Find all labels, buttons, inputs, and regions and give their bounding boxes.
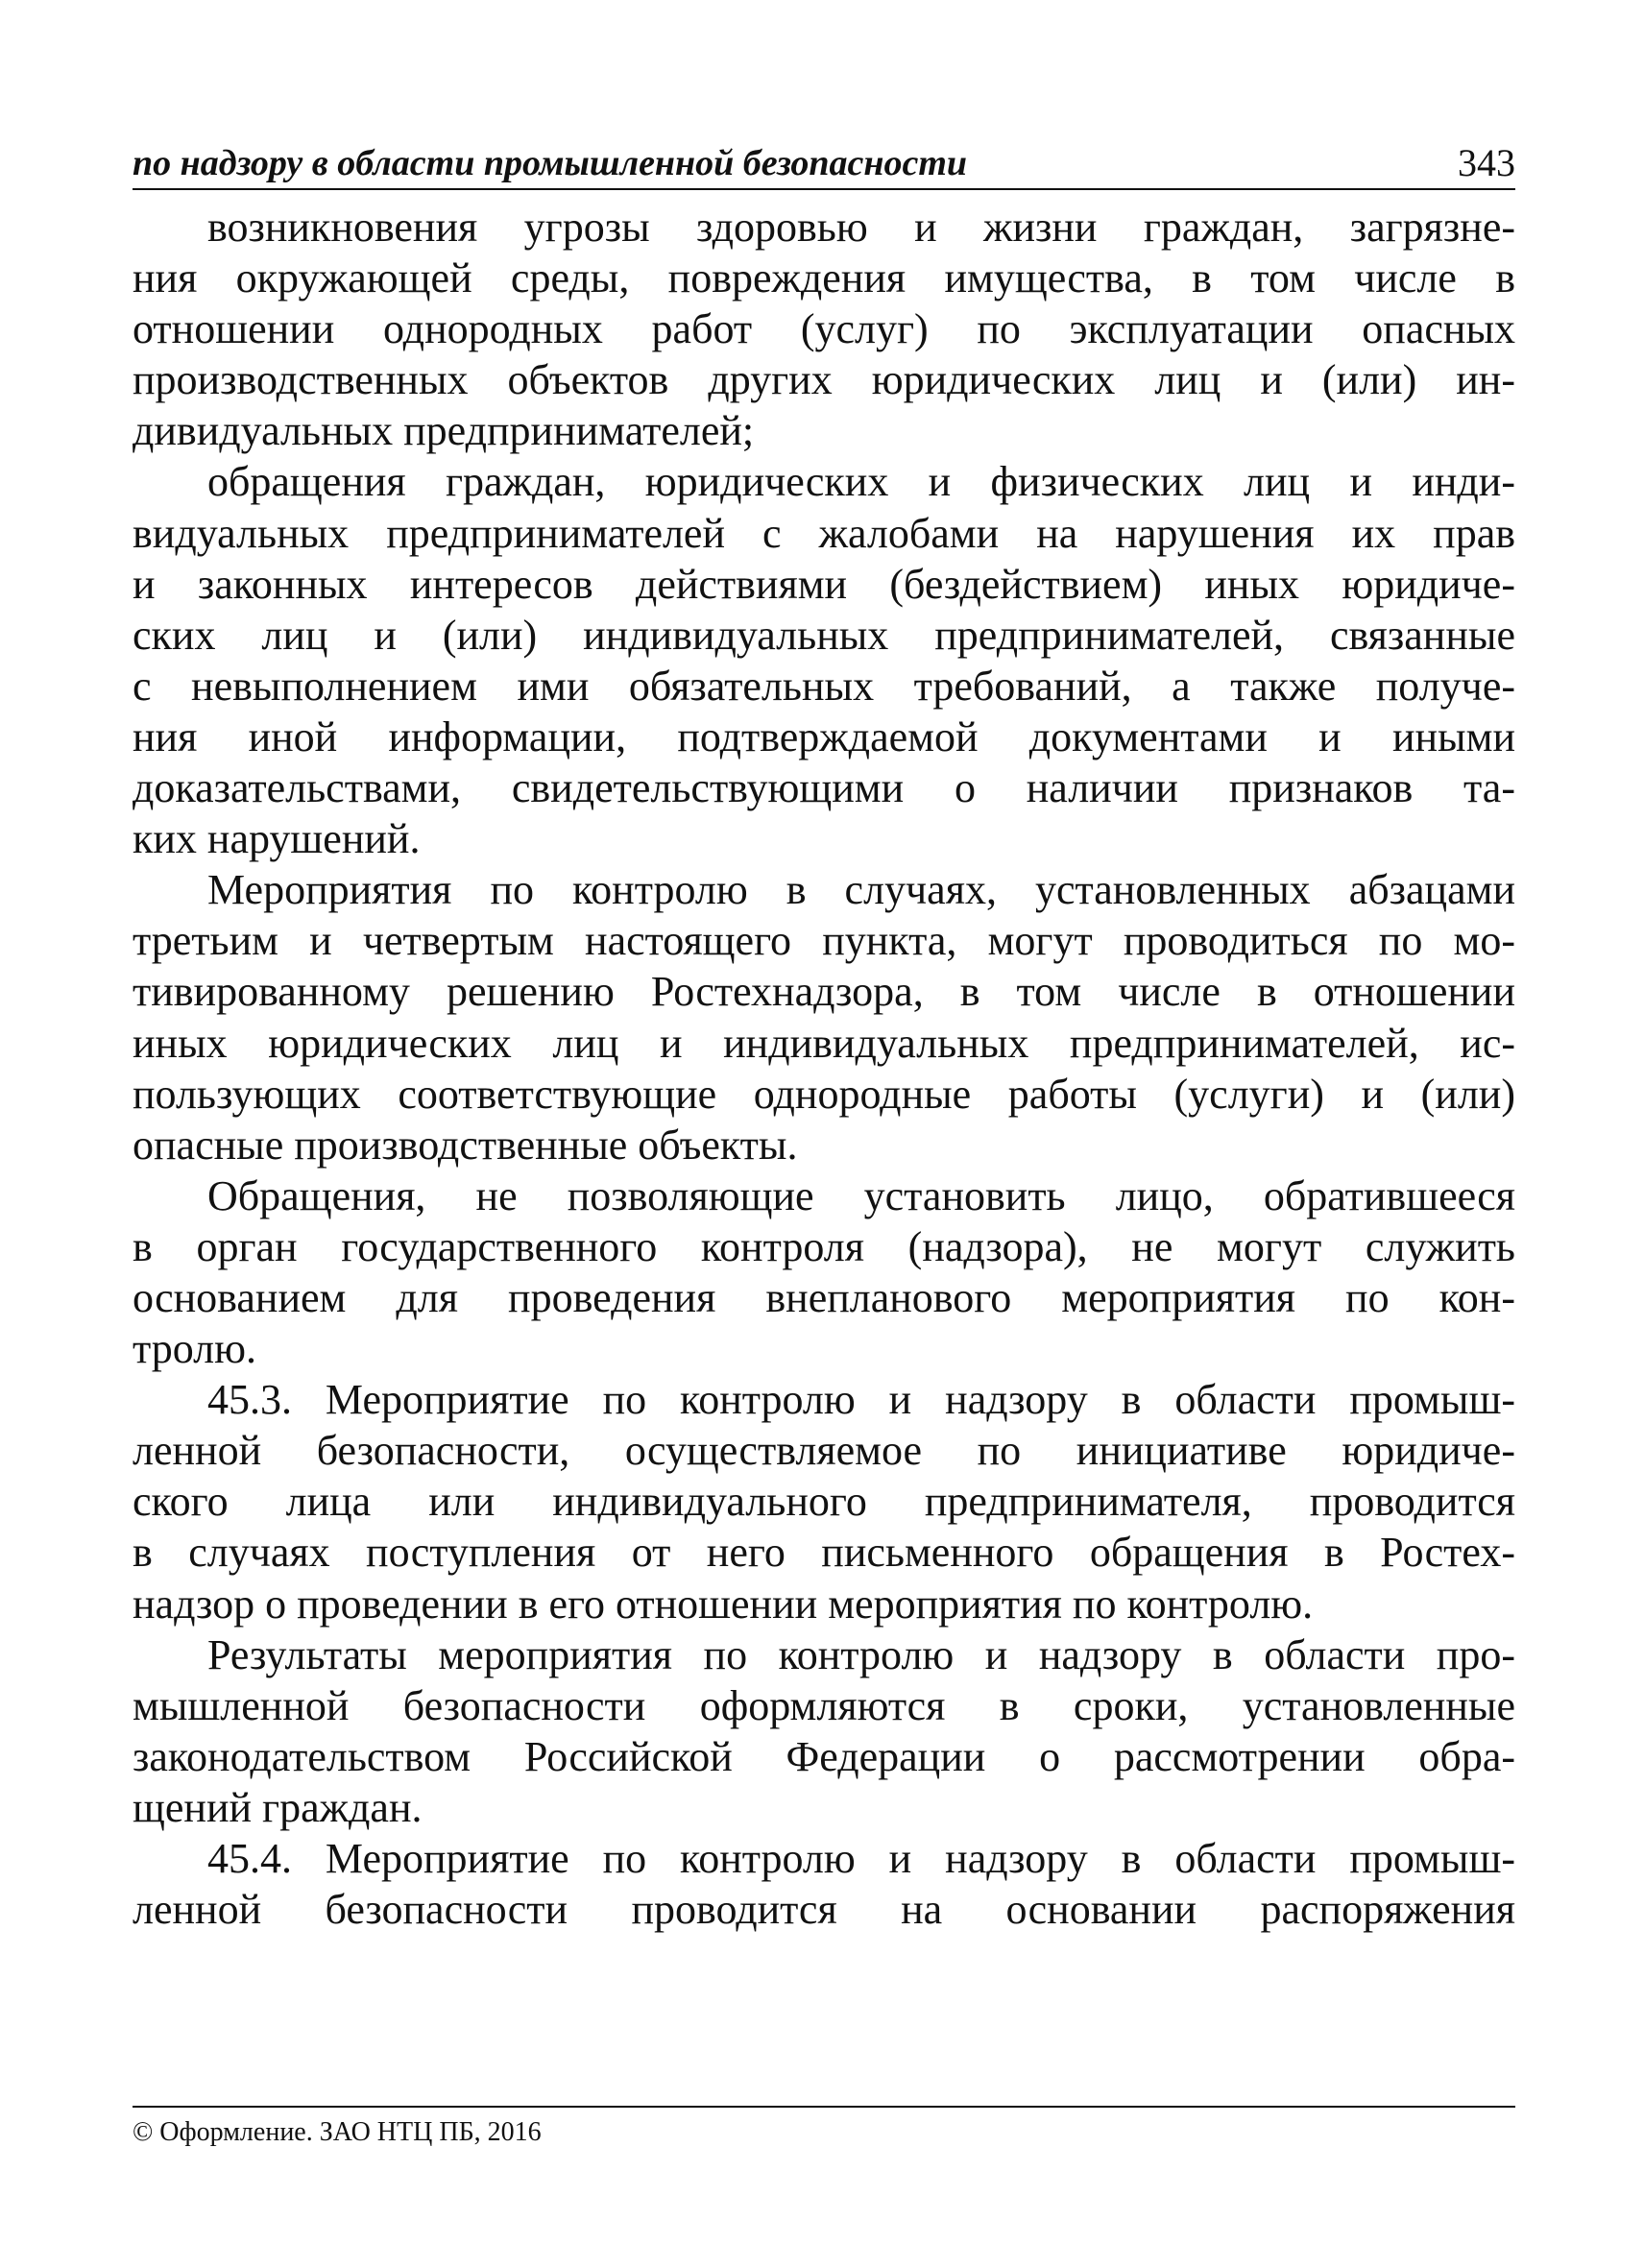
text-line: ния окружающей среды, повреждения имущества, в том числе в [133,254,1515,302]
text-line: 45.4. Мероприятие по контролю и надзору в области промыш- [207,1835,1515,1882]
text-line: 45.3. Мероприятие по контролю и надзору в области промыш- [207,1376,1515,1424]
text-line: производственных объектов других юридических лиц и (или) ин- [133,356,1515,404]
text-line: возникновения угрозы здоровью и жизни граждан, загрязне- [207,204,1515,251]
text-line: тивированному решению Ростехнадзора, в том числе в отношении [133,968,1515,1016]
text-line: щений граждан. [133,1783,423,1831]
text-line: дивидуальных предпринимателей; [133,407,755,455]
text-line: в орган государственного контроля (надзора), не могут служить [133,1222,1515,1270]
text-line: мышленной безопасности оформляются в сроки, установленные [133,1681,1515,1729]
text-line: тролю. [133,1325,257,1373]
header-rule [133,188,1515,190]
footer-rule [133,2106,1515,2108]
running-header-title: по надзору в области промышленной безопасности [133,143,968,183]
page-number: 343 [1458,141,1515,184]
text-line: основанием для проведения внепланового мероприятия по кон- [133,1273,1515,1321]
text-line: ских лиц и (или) индивидуальных предпринимателей, связанные [133,611,1515,659]
text-line: третьим и четвертым настоящего пункта, могут проводиться по мо- [133,917,1515,965]
text-line: обращения граждан, юридических и физических лиц и инди- [207,458,1515,506]
text-line: опасные производственные объекты. [133,1121,798,1169]
text-line: видуальных предпринимателей с жалобами на нарушения их прав [133,509,1515,557]
text-line: Мероприятия по контролю в случаях, установленных абзацами [207,866,1515,914]
text-line: надзор о проведении в его отношении мероприятия по контролю. [133,1580,1314,1628]
text-line: с невыполнением ими обязательных требований, а также получе- [133,662,1515,710]
text-line: ких нарушений. [133,815,421,863]
text-line: Результаты мероприятия по контролю и надзору в области про- [207,1630,1515,1678]
text-line: отношении однородных работ (услуг) по эксплуатации опасных [133,305,1515,353]
text-line: ского лица или индивидуального предпринимателя, проводится [133,1478,1515,1526]
text-line: ленной безопасности проводится на основании распоряжения [133,1886,1515,1934]
text-line: иных юридических лиц и индивидуальных предпринимателей, ис- [133,1019,1515,1067]
text-line: Обращения, не позволяющие установить лицо, обратившееся [207,1171,1515,1219]
text-line: ленной безопасности, осуществляемое по инициативе юридиче- [133,1427,1515,1475]
body-text [133,202,1515,1935]
text-line: доказательствами, свидетельствующими о наличии признаков та- [133,764,1515,812]
text-line: ния иной информации, подтверждаемой документами и иными [133,712,1515,760]
text-line: законодательством Российской Федерации о рассмотрении обра- [133,1732,1515,1780]
text-line: и законных интересов действиями (бездействием) иных юридиче- [133,560,1515,608]
footer-copyright: © Оформление. ЗАО НТЦ ПБ, 2016 [133,2117,542,2147]
text-line: в случаях поступления от него письменного обращения в Ростех- [133,1529,1515,1577]
running-header [133,142,1515,188]
text-line: пользующих соответствующие однородные работы (услуги) и (или) [133,1070,1515,1118]
